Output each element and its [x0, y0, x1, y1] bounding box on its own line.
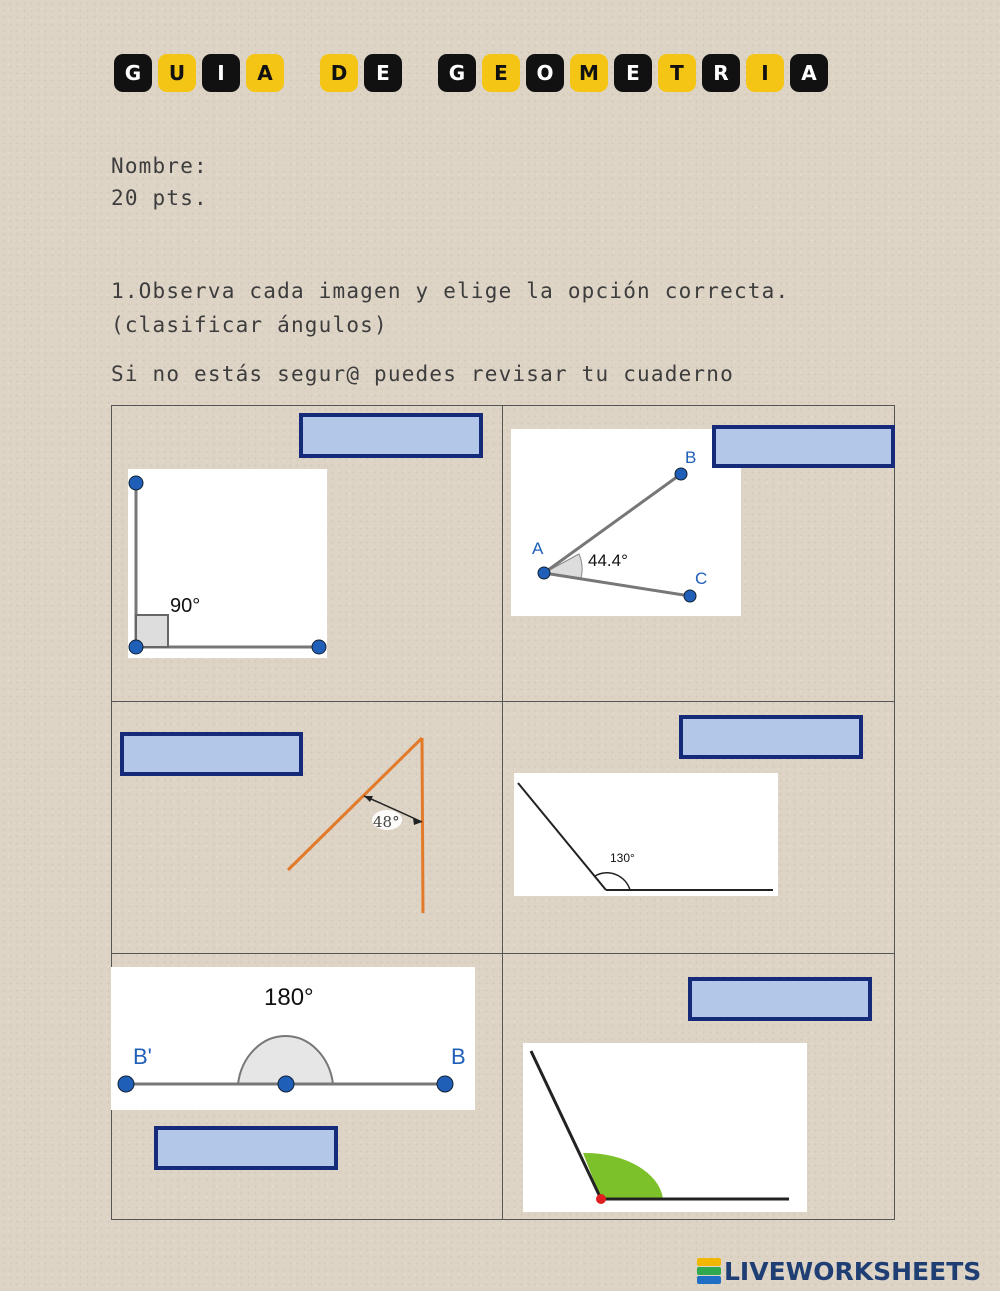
- title-letter-tile: E: [364, 54, 402, 92]
- obtuse-angle-figure: [514, 773, 778, 896]
- liveworksheets-icon: [697, 1258, 721, 1284]
- acute-angle-label: 44.4°: [588, 551, 628, 570]
- instruction-line-1: 1.Observa cada imagen y elige la opción correcta.: [111, 279, 790, 303]
- instruction-line-3: Si no estás segur@ puedes revisar tu cuaderno: [111, 362, 734, 386]
- straight-angle-label: 180°: [264, 984, 314, 1011]
- title-letter-tile: R: [702, 54, 740, 92]
- point-b-label-straight: B: [451, 1044, 466, 1069]
- answer-box-6[interactable]: [688, 977, 872, 1021]
- liveworksheets-logo: [697, 1255, 981, 1287]
- title-letter-tile: O: [526, 54, 564, 92]
- answer-box-3[interactable]: [120, 732, 303, 776]
- right-angle-label: 90°: [170, 595, 201, 617]
- title-letter-tile: E: [482, 54, 520, 92]
- answer-box-2[interactable]: [712, 425, 895, 468]
- orange-angle-label: 48°: [373, 813, 400, 831]
- answer-box-4[interactable]: [679, 715, 863, 759]
- point-a-label: A: [532, 539, 544, 558]
- title-letter-tile: D: [320, 54, 358, 92]
- obtuse-angle-label: 130°: [610, 851, 635, 865]
- right-angle-figure: [128, 469, 327, 658]
- instruction-line-2: (clasificar ángulos): [111, 313, 388, 337]
- title-letter-tile: E: [614, 54, 652, 92]
- title-letter-tile: I: [746, 54, 784, 92]
- grid-divider-row-2: [111, 953, 895, 954]
- point-b-label: B: [685, 448, 697, 467]
- liveworksheets-brand: LIVEWORKSHEETS: [724, 1256, 982, 1286]
- grid-divider-row-1: [111, 701, 895, 702]
- title-letter-tile: A: [790, 54, 828, 92]
- name-label: Nombre:: [111, 154, 208, 178]
- title-letter-tile: A: [246, 54, 284, 92]
- answer-box-1[interactable]: [299, 413, 483, 458]
- point-b-prime-label: B': [133, 1044, 152, 1069]
- title-letter-tile: T: [658, 54, 696, 92]
- acute-angle-figure: [511, 429, 741, 616]
- straight-angle-figure: [111, 967, 475, 1110]
- title-letter-tile: G: [114, 54, 152, 92]
- points-label: 20 pts.: [111, 186, 208, 210]
- title-letter-tile: U: [158, 54, 196, 92]
- point-c-label: C: [695, 569, 708, 588]
- answer-box-5[interactable]: [154, 1126, 338, 1170]
- green-angle-figure: [523, 1043, 807, 1212]
- title-letter-tile: G: [438, 54, 476, 92]
- title-letter-tile: M: [570, 54, 608, 92]
- title-letter-tile: I: [202, 54, 240, 92]
- grid-divider-vertical: [502, 405, 503, 1220]
- orange-angle-figure: [280, 730, 440, 920]
